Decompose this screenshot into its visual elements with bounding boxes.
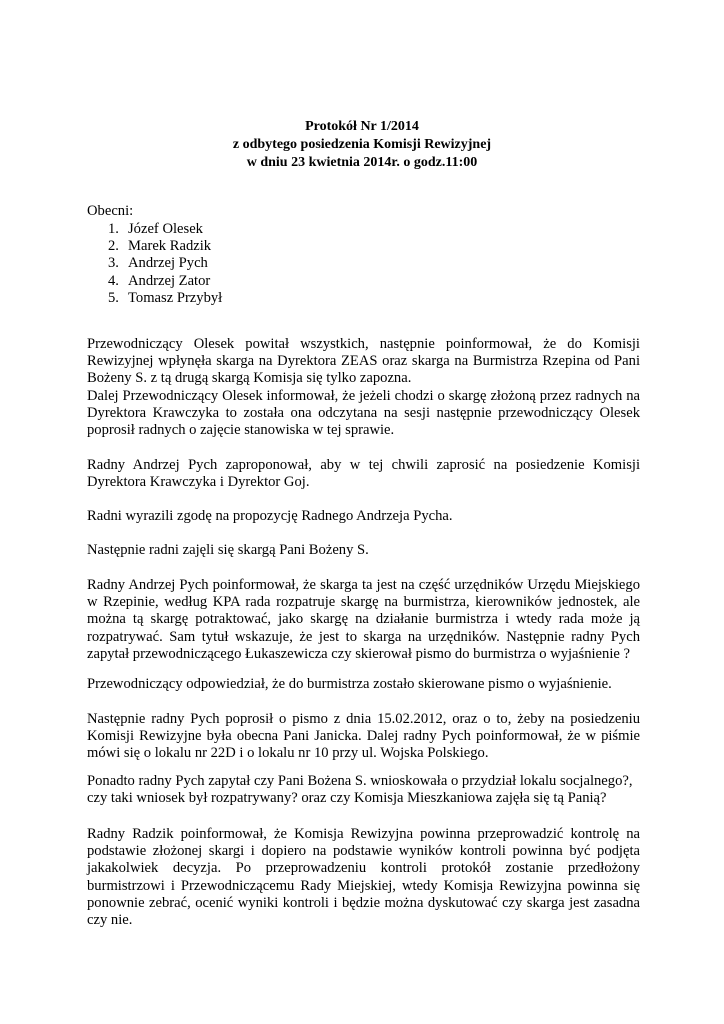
paragraph-document-request [87,711,640,763]
paragraph-line: Radny Andrzej Pych poinformował, że skarga ta jest na część urzędników Urzędu Miejskiego [87,577,640,593]
paragraph-chair-answer [87,676,640,693]
paragraph-line: Następnie radni zajęli się skargą Pani Bożeny S. [87,542,369,558]
paragraph-line: w Rzepinie, według KPA rada rozpatruje skargę na burmistrza, kierowników jednostek, ale [87,594,640,611]
attendee-number: 2. [108,238,119,255]
document-date-line: w dniu 23 kwietnia 2014r. o godz.11:00 [246,155,478,170]
paragraph-line: mówi się o lokalu nr 22D i o lokalu nr 10 przy ul. Wojska Polskiego. [87,745,489,762]
attendee-name: Józef Olesek [128,221,203,237]
paragraph-complaint-start [87,542,640,559]
attendee-number: 1. [108,221,119,237]
document-title: Protokół Nr 1/2014 [305,119,419,134]
attendee-item [108,273,222,290]
paragraph-proposal [87,457,640,491]
attendee-name: Marek Radzik [128,238,212,255]
paragraph-line: Radni wyrazili zgodę na propozycję Radnego Andrzeja Pycha. [87,508,453,524]
paragraph-line: poprosił radnych o zajęcie stanowiska w tej sprawie. [87,422,395,439]
paragraph-line: Komisji Rewizyjne była obecna Pani Janicka. Dalej radny Pych poinformował, że w piśmie [87,728,640,745]
paragraph-radzik-info [87,826,640,929]
paragraph-line: podstawie złożonej skargi i dopiero na podstawie wyników kontroli powinna być podjęta [87,843,640,860]
attendee-name: Andrzej Pych [128,255,208,272]
paragraph-line: Dalej Przewodniczący Olesek informował, że jeżeli chodzi o skargę złożoną przez radnych na [87,387,640,404]
attendee-item [108,238,222,255]
attendee-item [108,221,222,238]
paragraph-line: Przewodniczący Olesek powitał wszystkich, następnie poinformował, że do Komisji [87,336,640,352]
paragraph-line: rozpatrywać. Sam tytuł wskazuje, że jest to skarga na urzędników. Następnie radny Pych [87,628,640,645]
attendee-item [108,255,222,272]
paragraph-line: Radny Radzik poinformował, że Komisja Rewizyjna powinna przeprowadzić kontrolę na [87,826,640,842]
paragraph-agreement [87,508,640,525]
paragraph-pych-info [87,577,640,663]
paragraph-line: ponownie zebrać, ocenić wyniki kontroli i będzie można dyskutować czy skarga jest zasadna [87,894,640,911]
paragraph-line: jakakolwiek decyzja. Po przeprowadzeniu kontroli protokół zostanie przedłożony [87,860,640,877]
paragraph-line: Bożeny S. z tą drugą skargą Komisja się tylko zapozna. [87,370,412,387]
attendee-number: 3. [108,255,119,272]
paragraph-line: można tą skargę potraktować, jako skargę na działanie burmistrza i wtedy rada może ją [87,611,640,628]
paragraph-line: czy nie. [87,912,133,929]
attendee-name: Tomasz Przybył [128,289,223,306]
attendance-list [108,221,222,307]
paragraph-line: Następnie radny Pych poprosił o pismo z dnia 15.02.2012, oraz o to, żeby na posiedzeniu [87,711,640,727]
paragraph-line: Ponadto radny Pych zapytał czy Pani Bożena S. wnioskowała o przydział lokalu socjalnego?, [87,773,633,789]
paragraph-line: czy taki wniosek był rozpatrywany? oraz czy Komisja Mieszkaniowa zajęła się tą Panią? [87,790,607,807]
paragraph-line: zapytał przewodniczącego Łukaszewicza czy skierował pismo do burmistrza o wyjaśnienie ? [87,645,630,662]
attendance-label: Obecni: [87,203,134,219]
paragraph-line: Rewizyjnej wpłynęła skarga na Dyrektora ZEAS oraz skarga na Burmistrza Rzepina od Pani [87,353,640,370]
paragraph-line: Dyrektora Krawczyka to została ona odczytana na sesji następnie przewodniczący Olesek [87,404,640,421]
attendee-number: 4. [108,272,119,289]
attendee-number: 5. [108,289,119,306]
attendee-item [108,290,222,307]
paragraph-line: Przewodniczący odpowiedział, że do burmistrza zostało skierowane pismo o wyjaśnienie. [87,676,612,692]
paragraph-opening [87,336,640,439]
paragraph-line: burmistrzowi i Przewodniczącemu Rady Miejskiej, wtedy Komisja Rewizyjna powinna się [87,877,640,894]
attendee-name: Andrzej Zator [128,272,211,289]
paragraph-line: Dyrektora Krawczyka i Dyrektor Goj. [87,474,310,491]
document-header [0,118,724,172]
paragraph-housing-question [87,773,640,807]
paragraph-line: Radny Andrzej Pych zaproponował, aby w tej chwili zaprosić na posiedzenie Komisji [87,457,640,473]
document-subtitle: z odbytego posiedzenia Komisji Rewizyjnej [232,137,492,152]
